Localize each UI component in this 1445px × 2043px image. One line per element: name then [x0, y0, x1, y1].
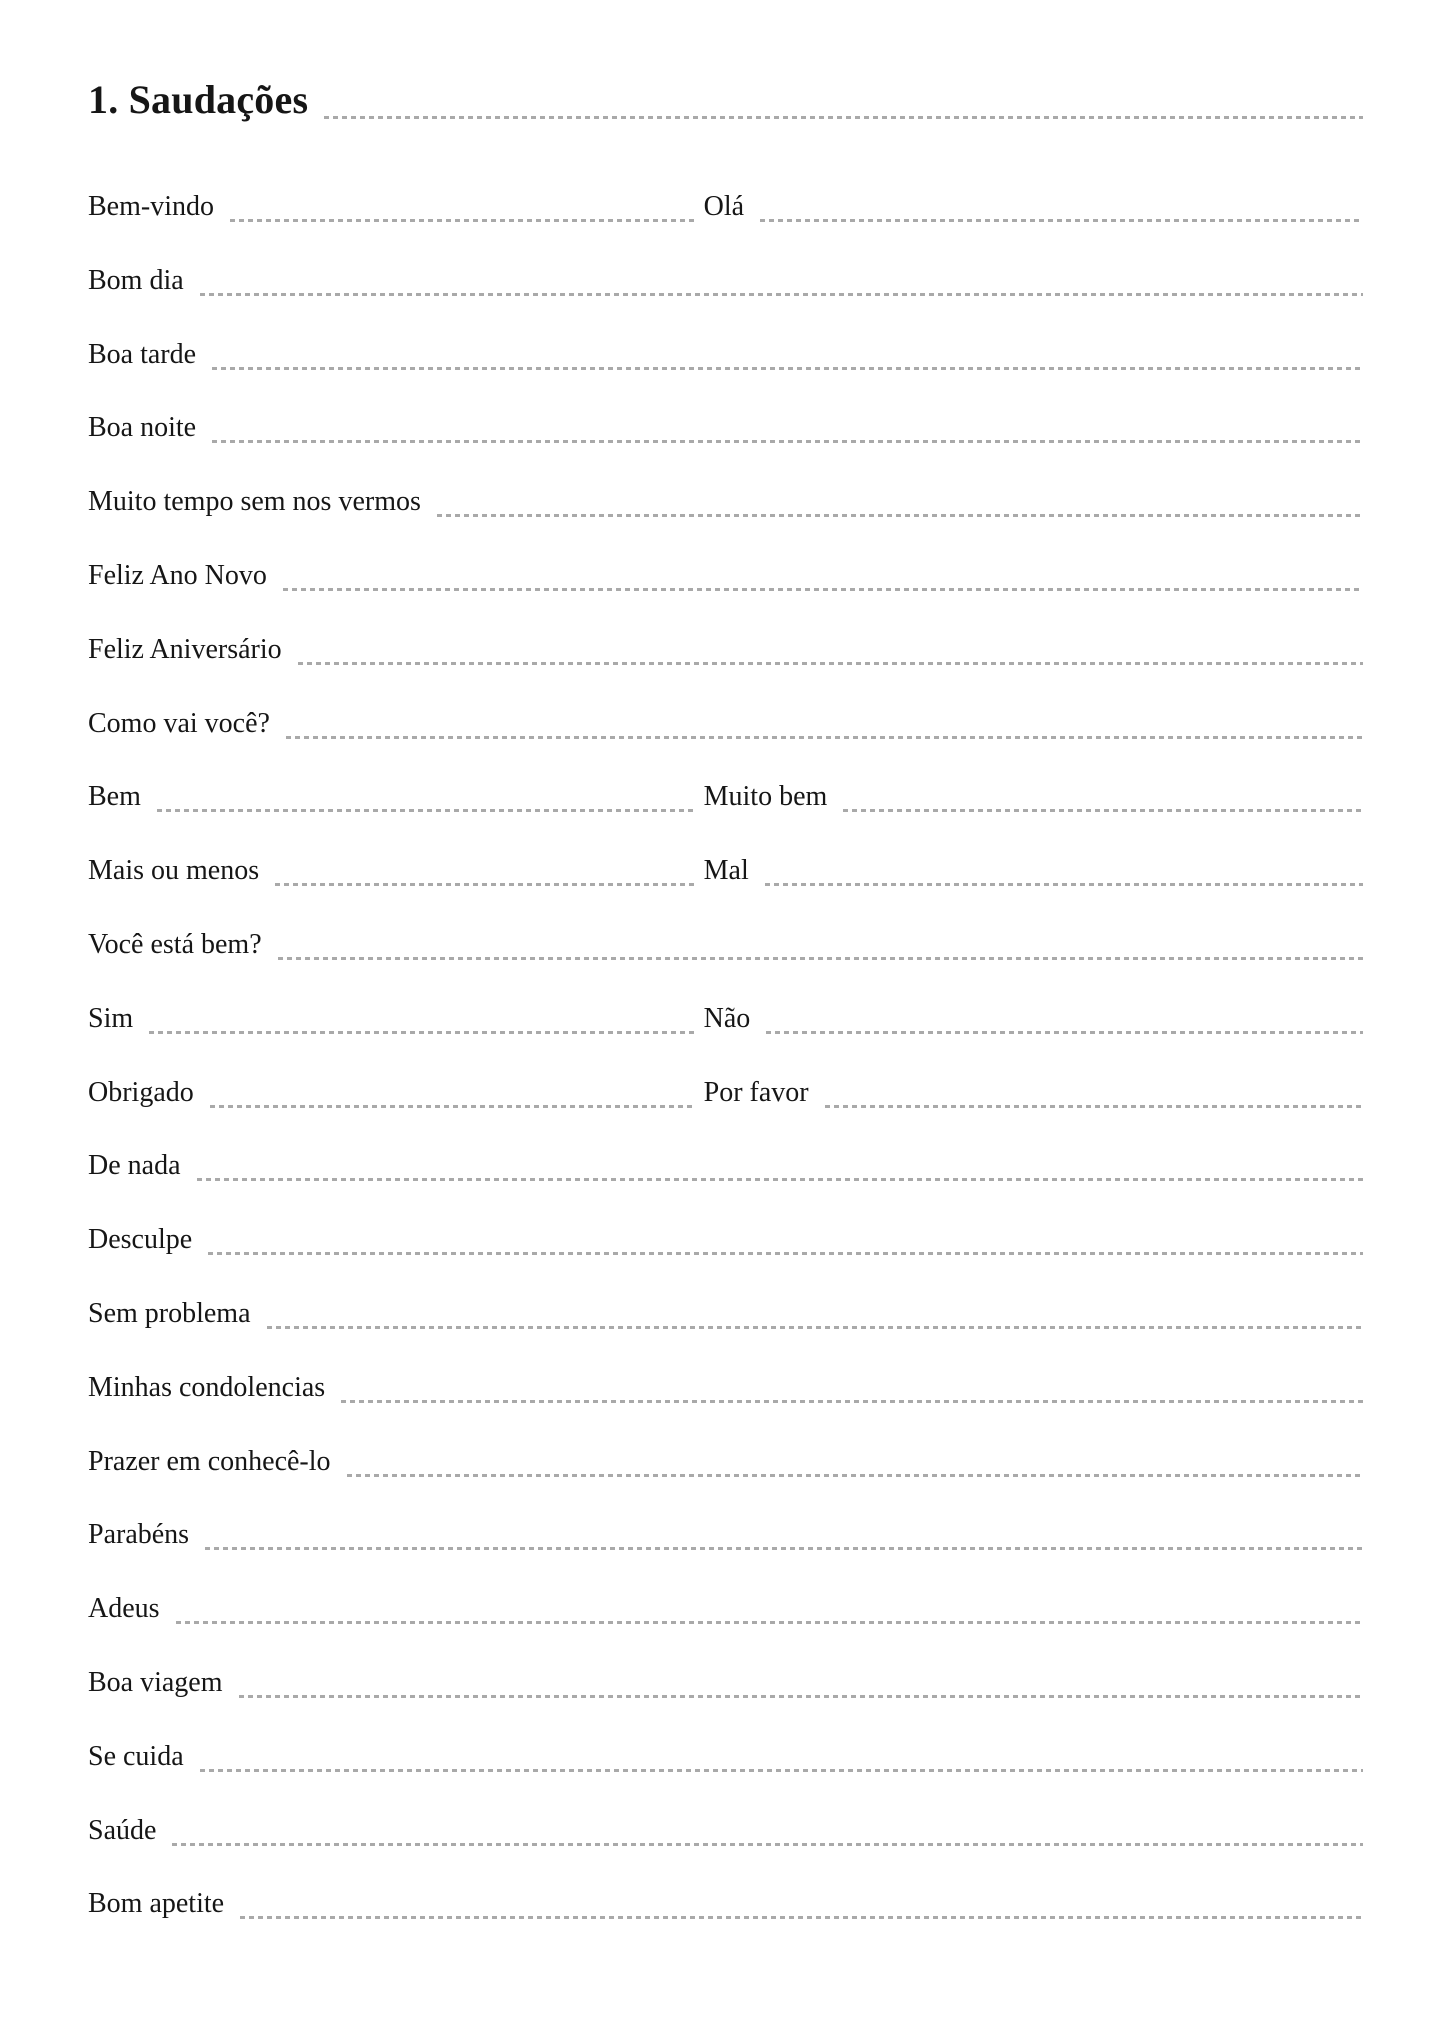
phrase-row: [88, 706, 1363, 742]
phrase-cell: [704, 189, 1363, 225]
phrase-row: [88, 1665, 1363, 1701]
answer-blank-line: [230, 219, 694, 222]
answer-blank-line: [176, 1621, 1363, 1624]
phrase-label: Mal: [703, 855, 749, 887]
phrase-row: [88, 1075, 1363, 1111]
answer-blank-line: [765, 883, 1363, 886]
phrase-label: Mais ou menos: [88, 855, 260, 887]
phrase-cell: [88, 632, 1363, 668]
phrase-label: Você está bem?: [88, 928, 262, 960]
phrase-cell: [704, 853, 1363, 889]
phrase-label: Feliz Ano Novo: [88, 559, 267, 591]
phrase-row: [88, 1591, 1363, 1627]
phrase-row: [88, 1813, 1363, 1849]
phrase-label: Bom apetite: [88, 1888, 225, 1920]
phrase-cell: [88, 853, 694, 889]
answer-blank-line: [210, 1105, 694, 1108]
answer-blank-line: [278, 957, 1363, 960]
phrase-label: Não: [703, 1002, 751, 1034]
answer-blank-line: [347, 1474, 1363, 1477]
phrase-label: Sim: [88, 1002, 134, 1034]
phrase-label: Adeus: [88, 1593, 160, 1625]
phrase-label: Muito bem: [703, 781, 828, 813]
phrase-row: [88, 410, 1363, 446]
answer-blank-line: [240, 1916, 1363, 1919]
phrase-cell: [88, 263, 1363, 299]
phrase-cell: [704, 1001, 1363, 1037]
phrase-cell: [88, 779, 694, 815]
answer-blank-line: [437, 514, 1363, 517]
phrase-cell: [88, 1148, 1363, 1184]
answer-blank-line: [208, 1252, 1363, 1255]
answer-blank-line: [275, 883, 694, 886]
phrase-cell: [88, 1370, 1363, 1406]
answer-blank-line: [212, 367, 1363, 370]
answer-blank-line: [200, 1769, 1363, 1772]
phrase-label: Boa noite: [88, 412, 197, 444]
phrase-row: [88, 927, 1363, 963]
phrase-cell: [88, 706, 1363, 742]
phrase-row: [88, 337, 1363, 373]
answer-blank-line: [239, 1695, 1363, 1698]
phrase-cell: [88, 1886, 1363, 1922]
phrase-cell: [88, 1591, 1363, 1627]
answer-blank-line: [212, 440, 1363, 443]
phrase-label: Desculpe: [88, 1224, 193, 1256]
title-dotted-line: [324, 116, 1363, 119]
phrase-cell: [88, 1296, 1363, 1332]
phrase-label: Por favor: [703, 1076, 809, 1108]
phrase-cell: [88, 484, 1363, 520]
phrase-cell: [88, 1739, 1363, 1775]
phrase-label: De nada: [88, 1150, 181, 1182]
phrase-label: Como vai você?: [88, 707, 270, 739]
phrase-row: [88, 558, 1363, 594]
phrase-list: [88, 189, 1363, 1922]
phrase-label: Olá: [703, 191, 745, 222]
answer-blank-line: [286, 736, 1363, 739]
answer-blank-line: [205, 1547, 1363, 1550]
phrase-row: [88, 1444, 1363, 1480]
phrase-cell: [88, 1813, 1363, 1849]
phrase-label: Sem problema: [88, 1297, 251, 1329]
phrase-cell: [88, 1001, 694, 1037]
answer-blank-line: [172, 1843, 1363, 1846]
phrase-cell: [88, 1665, 1363, 1701]
phrase-label: Bem: [88, 781, 141, 813]
phrase-label: Boa viagem: [88, 1666, 223, 1698]
phrase-label: Muito tempo sem nos vermos: [88, 486, 421, 518]
phrase-row: [88, 263, 1363, 299]
phrase-row: [88, 1222, 1363, 1258]
phrase-cell: [88, 1517, 1363, 1553]
phrase-label: Minhas condolencias: [88, 1371, 326, 1403]
phrase-row: [88, 1148, 1363, 1184]
answer-blank-line: [341, 1400, 1363, 1403]
answer-blank-line: [825, 1105, 1363, 1108]
phrase-cell: [704, 1075, 1363, 1111]
phrase-cell: [88, 1075, 694, 1111]
answer-blank-line: [157, 809, 694, 812]
phrase-row: [88, 632, 1363, 668]
phrase-label: Se cuida: [88, 1740, 184, 1772]
phrase-row: [88, 189, 1363, 225]
phrase-label: Prazer em conhecê-lo: [88, 1445, 331, 1477]
phrase-row: [88, 779, 1363, 815]
answer-blank-line: [283, 588, 1363, 591]
phrase-label: Saúde: [88, 1814, 157, 1846]
phrase-row: [88, 1001, 1363, 1037]
phrase-cell: [88, 927, 1363, 963]
phrase-cell: [88, 189, 694, 225]
answer-blank-line: [200, 293, 1363, 296]
phrase-row: [88, 1517, 1363, 1553]
answer-blank-line: [760, 219, 1363, 222]
section-header: [88, 76, 1363, 124]
answer-blank-line: [149, 1031, 693, 1034]
answer-blank-line: [298, 662, 1363, 665]
phrase-label: Feliz Aniversário: [88, 633, 282, 665]
phrase-label: Parabéns: [88, 1519, 190, 1551]
phrase-label: Boa tarde: [88, 338, 197, 370]
section-title: 1. Saudações: [88, 77, 309, 122]
phrase-label: Bom dia: [88, 264, 184, 296]
phrase-cell: [88, 558, 1363, 594]
phrase-cell: [88, 1222, 1363, 1258]
answer-blank-line: [766, 1031, 1363, 1034]
phrase-row: [88, 484, 1363, 520]
phrase-cell: [88, 410, 1363, 446]
phrase-row: [88, 1296, 1363, 1332]
answer-blank-line: [197, 1178, 1363, 1181]
phrase-row: [88, 1739, 1363, 1775]
answer-blank-line: [843, 809, 1363, 812]
phrase-label: Bem-vindo: [88, 191, 214, 222]
phrase-cell: [88, 1444, 1363, 1480]
answer-blank-line: [267, 1326, 1363, 1329]
phrase-cell: [88, 337, 1363, 373]
phrase-row: [88, 853, 1363, 889]
phrase-row: [88, 1370, 1363, 1406]
phrase-row: [88, 1886, 1363, 1922]
phrase-label: Obrigado: [88, 1076, 194, 1108]
phrase-cell: [704, 779, 1363, 815]
